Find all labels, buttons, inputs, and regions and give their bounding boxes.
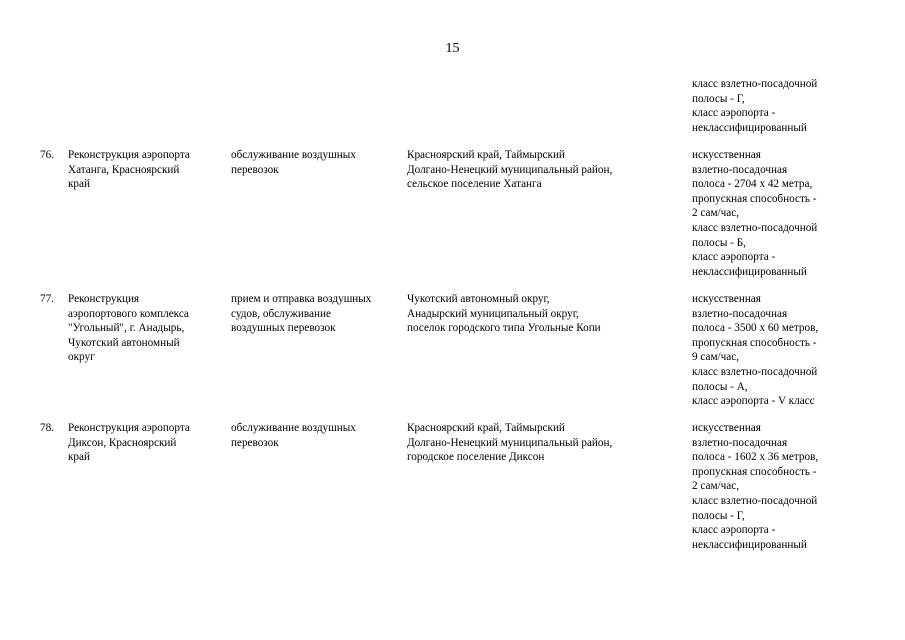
continuation-characteristics: класс взлетно-посадочной полосы - Г, класс аэропорта - неклассифицированный <box>692 78 818 134</box>
object-name: Реконструкция аэропорта Диксон, Красноярский край <box>68 422 190 464</box>
row-number: 78. <box>40 422 54 434</box>
object-characteristics: искусственная взлетно-посадочная полоса - 1602 х 36 метров, пропускная способность - 2 сам/час, класс взлетно-посадочной полосы - Г, класс аэропорта - неклассифицированный <box>692 422 819 551</box>
object-location: Красноярский край, Таймырский Долгано-Ненецкий муниципальный район, городское поселение Диксон <box>407 422 613 464</box>
object-location: Чукотский автономный округ, Анадырский муниципальный округ, поселок городского типа Угольные Копи <box>407 293 601 335</box>
object-characteristics: искусственная взлетно-посадочная полоса - 3500 х 60 метров, пропускная способность - 9 сам/час, класс взлетно-посадочной полосы - А, класс аэропорта - V класс <box>692 293 819 408</box>
row-number: 76. <box>40 149 54 161</box>
row-number: 77. <box>40 293 54 305</box>
object-name: Реконструкция аэропортового комплекса "Угольный", г. Анадырь, Чукотский автономный округ <box>68 293 189 364</box>
object-characteristics: искусственная взлетно-посадочная полоса - 2704 х 42 метра, пропускная способность - 2 сам/час, класс взлетно-посадочной полосы - Б, класс аэропорта - неклассифицированный <box>692 149 818 278</box>
page-number: 15 <box>445 41 460 56</box>
object-location: Красноярский край, Таймырский Долгано-Ненецкий муниципальный район, сельское поселение Хатанга <box>407 149 613 191</box>
object-purpose: обслуживание воздушных перевозок <box>231 422 356 449</box>
object-purpose: обслуживание воздушных перевозок <box>231 149 356 176</box>
object-purpose: прием и отправка воздушных судов, обслуживание воздушных перевозок <box>231 293 372 335</box>
object-name: Реконструкция аэропорта Хатанга, Красноярский край <box>68 149 190 191</box>
